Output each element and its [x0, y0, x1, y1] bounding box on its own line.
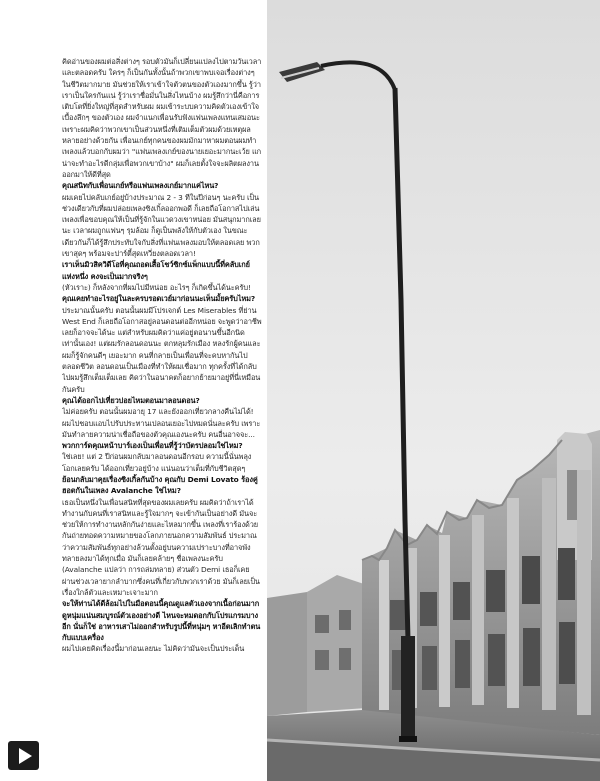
interview-question: คุณเคยทำอะไรอยู่ในละครบรอดเวย์มาก่อนนะเห็นมั้ยครับไหม?: [62, 294, 256, 304]
interview-question: เราเห็นมิวสิควิดีโอที่คุณถอดเสื้อโชว์ซิกซ์แพ็กแบบนี้ที่คลับเกย์แห่งหนึ่ง คงจะเป็นมากจริงๆ: [62, 260, 250, 281]
article-text-column: [62, 56, 262, 776]
play-icon: [19, 748, 32, 764]
article-paragraph: ผมเคยไปคลับเกย์อยู่บ้างประมาณ 2 - 3 ทีในปีก่อนๆ นะครับ เป็นช่วงเดียวกับที่ผมปล่อยเพลงซิงเกิ้ลออกพอดี ก็เลยถือโอกาสไปเล่นเพลงเพื่อขอบคุณให้เป็นที่รู้จักในแวดวงเขาหน่อย มันสนุกมากเลยนะ เวลาผมถูกแฟนๆ รุมล้อม ก็ดูเป็นพลังให้กับตัวเอง ในขณะเดียวกันก็ได้รู้สึกประทับใจกับสิ่งที่แฟนเพลงมอบให้ตลอดเลย พวกเขาสุดๆ พร้อมจะปาร์ตี้สุดเหวี่ยงตลอดเวลา!: [62, 192, 261, 259]
article-paragraph: ประมาณนั้นครับ ตอนนั้นผมมีโปรเจกต์ Les Miserables ที่ย่าน West End ก็เลยถือโอกาสอยู่ลอนดอนต่ออีกหน่อย จะพูดว่าอาชีพเลยก็อาจจะได้นะ แต่สำหรับผมคิดว่าแค่อยู่ตอนานขึ้นอีกนิดเท่านั้นเอง! แต่ผมรักลอนดอนนะ ตกหลุมรักเมือง หลงรักผู้คนและผมก็รู้จักคนดีๆ เยอะมาก คนที่กลายเป็นเพื่อนที่จะคบหากันไปตลอดชีวิต ลอนดอนเป็นเมืองที่ทำให้ผมเชื่อมาก ทุกครั้งที่ได้กลับไปผมรู้สึกเต็มเต็มเลย คิดว่าในอนาคตก็อยากย้ายมาอยู่ที่นี่เหมือนกันครับ: [62, 305, 262, 394]
article-paragraph: ใช่เลย! แต่ 2 ปีก่อนผมกลับมาลอนดอนอีกรอบ ความนี้นั่นพลุงโอกเลยครับ ได้ออกเที่ยวอยู่บ้าง แน่นอนว่าเต็มที่กับชีวิตสุดๆ: [62, 452, 252, 473]
interview-question: คุณได้ออกไปเที่ยวบ่อยไหมตอนมาลอนดอน?: [62, 395, 200, 405]
article-paragraph: ไม่ค่อยครับ ตอนนั้นผมอายุ 17 และยังออกเที่ยวกลางคืนไม่ได้! ผมไปชอบแอบไปรับประทานเปลอนเยอะไปหมดนั่นละครับ เพราะมันทำลายความน่าเชื่อถือของตัวคุณเองนะครับ คนอื่นอาจจะ...: [62, 407, 261, 439]
article-paragraph: ผมไปเคยคิดเรื่องนี้มาก่อนเลยนะ ไม่คิดว่ามันจะเป็นประเด็น: [62, 644, 245, 654]
interview-question: คุณสนิทกับเพื่อนเกย์หรือแฟนเพลงเกย์มากแค่ไหน?: [62, 181, 219, 191]
street-lamp-photo: [267, 0, 600, 781]
article-paragraph: เธอเป็นหนึ่งในเพื่อนสนิทที่สุดของผมเลยครับ ผมคิดว่าถ้าเราได้ทำงานกับคนที่เราสนิทและรู้ใจมากๆ จะเข้ากันเป็นอย่างดี มันจะช่วยให้การทำงานหลักกันง่ายและไหลมากขึ้น เพลงที่เราร้องด้วยกันถ่ายทอดความหมายของโลกภายนอกความสัมพันธ์ ประมาณว่าความสัมพันธ์ทุกอย่างล้วนตั้งอยู่บนความเปราะบางที่อาจพังทลายลงมาได้ทุกเมื่อ มันก็เลยคล้ายๆ ชื่อเพลงนะครับ (Avalanche แปลว่า การถล่มทลาย) ส่วนตัว Demi เธอก็เคยผ่านช่วงเวลายากลำบากซึ่งคนที่เกี่ยวกับพวกเราด้วย มันก็เลยเป็นเรื่องใกล้ตัวและเหมาะเจาะมาก: [62, 497, 260, 597]
interview-question: จะให้ท่านได้ดีล้อมไปในมือตอนนี้คุณดูแลตัวเองจากเนื้อก่อนมาก ดูหนุ่มแน่นสมบูรณ์ตัวเองอย่างดี ไหนจะหมดอกกับโปรแกรมบาง อีก นั่นก็ใช่ อาหารเสาไม่ออกสำหรับรูปนี้ที่หนุ่มๆ หาอีตเลิกทำตนกับแบบเครื่อง: [62, 599, 261, 643]
interview-question: พวกการ์ดคุณหน้าบาร์เองเป็นเพื่อนที่รู้ว่าบัตรปลอมใช่ไหม?: [62, 441, 243, 451]
interview-question: ย้อนกลับมาคุยเรื่องซิงเกิ้ลกันบ้าง คุณกับ Demi Lovato ร้องคู่ฮอตกันในเพลง Avalanche ใช่ไหม?: [62, 474, 258, 496]
street-lamp-photo-illustration: [267, 0, 600, 781]
play-button[interactable]: [8, 741, 39, 770]
article-paragraph: คิดอ่านของผมต่อสิ่งต่างๆ รอบตัวมันก็เปลี่ยนแปลงไปตามวันเวลาและตลอดครับ ใครๆ ก็เป็นกันทั้งนั้นถ้าพวกเขาพบเจอเรื่องต่างๆ ในชีวิตมากมาย มันช่วยให้เราเข้าใจตัวตนของตัวเองมากขึ้น รู้ว่าเราเป็นใครกันแน่ รู้ว่าเราชื่อมั่นในสิ่งไหนบ้าง ผมรู้สึกว่านี่คือการเติบโตที่ยิ่งใหญ่ที่สุดสำหรับผม ผมเข้าระบบความคิดตัวเองเข้าใจเบื้องลึกๆ ของตัวเอง ผมจำแนกเพื่อนรับฟังแฟนเพลงแทนเสมอนะ เพราะผมคิดว่าพวกเขาเป็นส่วนหนึ่งที่เติมเต็มตัวผมด้วยเหตุผลหลายอย่างด้วยกัน เพื่อนเกย์ทุกคนของผมมักมาหาผมตอนผมทำเพลงแล้วบอกกับผมว่า "แฟนเพลงเกย์ของนายเยอะมากนะเว้ย แกน่าจะทำอะไรดีกลุ่มเพื่อพวกเขาบ้าง" ผมก็เลยตั้งใจจะผลิตผลงานออกมาให้ดีที่สุด: [62, 57, 262, 179]
article-paragraph: (หัวเราะ) ก็หลังจากที่ผมไปมีหน่อย อะไรๆ ก็เกิดขึ้นได้นะครับ!: [62, 282, 251, 292]
left-building: [267, 575, 367, 716]
